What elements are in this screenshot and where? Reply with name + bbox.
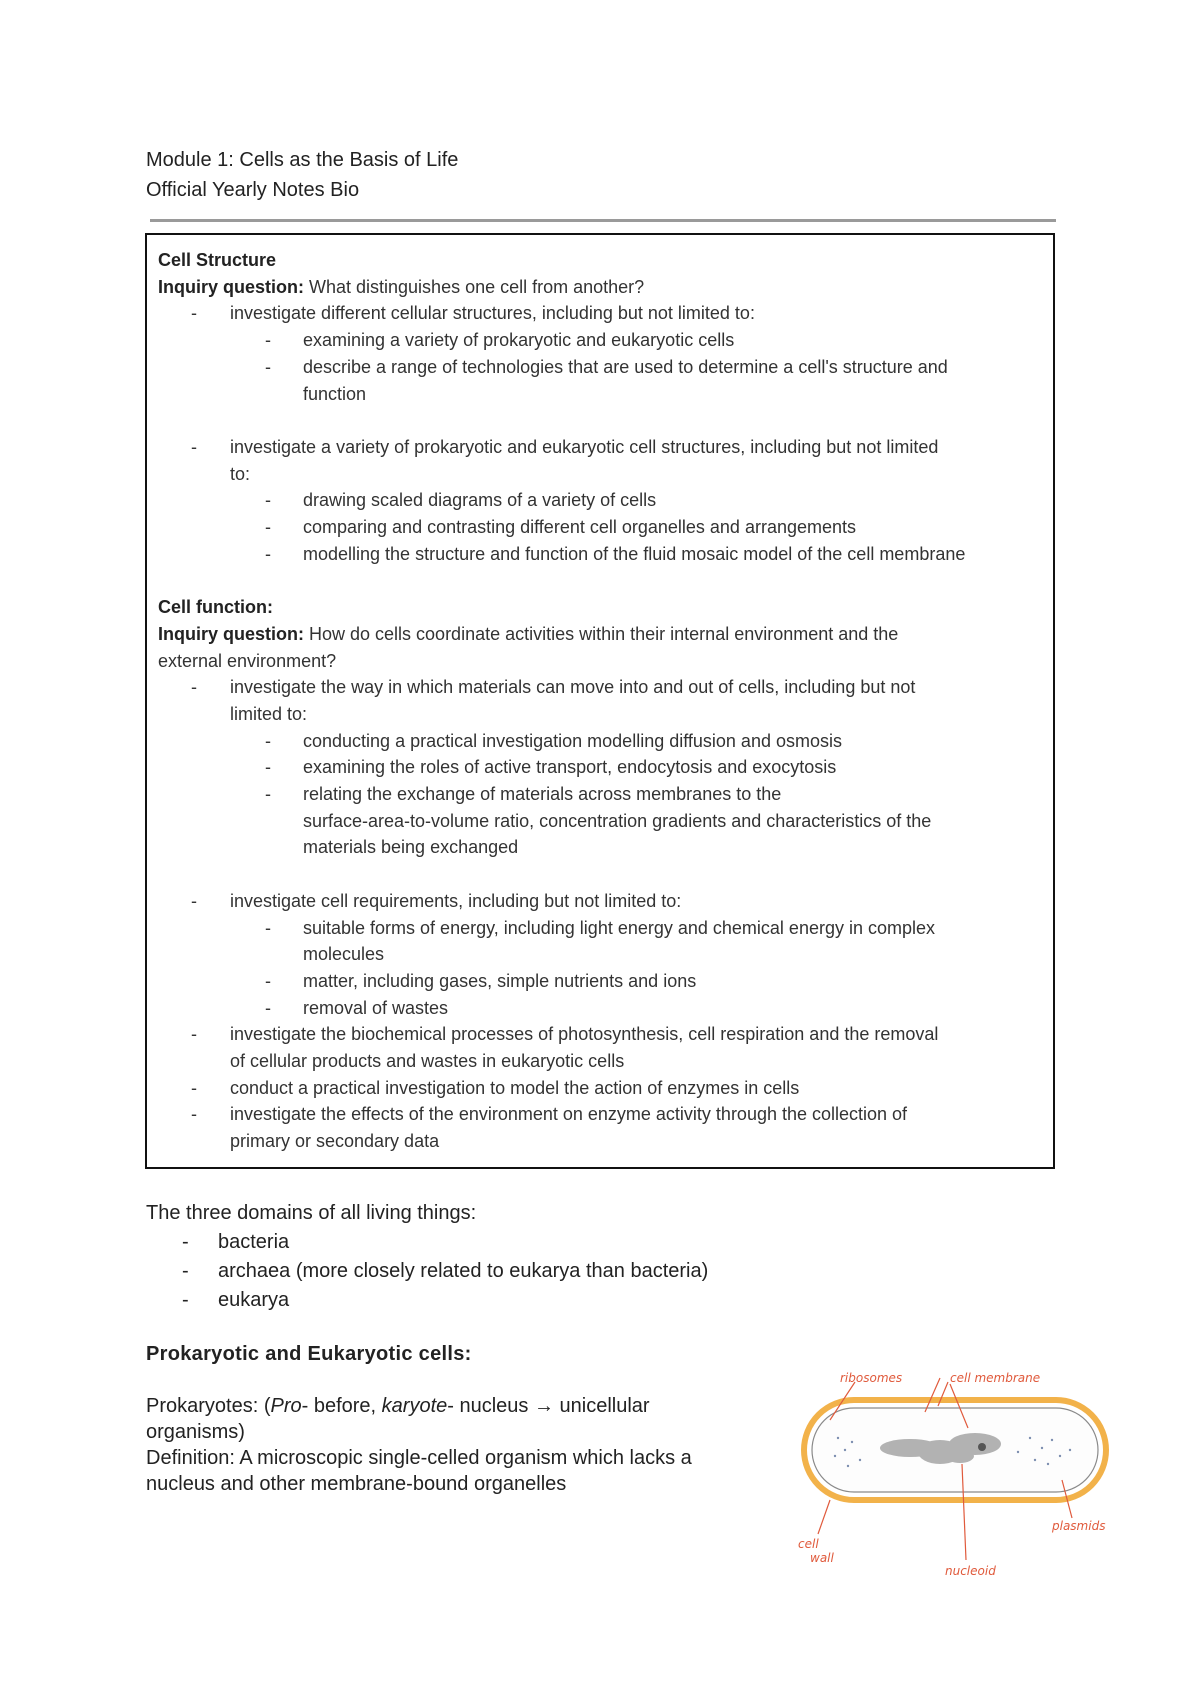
syllabus-point-continued: of cellular products and wastes in eukaryotic cells bbox=[230, 1051, 625, 1072]
syllabus-point bbox=[158, 888, 1053, 915]
cell-wall-label: cell bbox=[798, 1537, 819, 1551]
bullet-dash: - bbox=[191, 1104, 197, 1125]
cell-membrane-label: cell membrane bbox=[950, 1371, 1041, 1385]
point-text: investigate a variety of prokaryotic and eukaryotic cell structures, including but not limited bbox=[230, 436, 939, 457]
point-text: investigate the way in which materials can move into and out of cells, including but not bbox=[230, 677, 916, 698]
syllabus-subpoint bbox=[158, 781, 1053, 808]
bullet-dash: - bbox=[191, 1024, 197, 1045]
inquiry-text: How do cells coordinate activities within their internal environment and the bbox=[304, 623, 899, 644]
point-text: examining a variety of prokaryotic and eukaryotic cells bbox=[303, 330, 735, 351]
prokaryotes-line bbox=[146, 1393, 766, 1419]
syllabus-subpoint bbox=[158, 754, 1053, 781]
point-text: describe a range of technologies that are used to determine a cell's structure and bbox=[303, 356, 948, 377]
inquiry-question-1 bbox=[158, 274, 1053, 301]
bullet-dash: - bbox=[265, 784, 271, 805]
bullet-dash: - bbox=[265, 917, 271, 938]
domains-section bbox=[146, 1199, 708, 1315]
bullet-dash: - bbox=[265, 997, 271, 1018]
point-text: investigate different cellular structures, including but not limited to: bbox=[230, 303, 755, 324]
bullet-dash: - bbox=[191, 303, 197, 324]
bullet-dash: - bbox=[182, 1289, 189, 1311]
inquiry-text-continued: external environment? bbox=[158, 650, 337, 671]
syllabus-point bbox=[158, 300, 1053, 327]
section-title: Prokaryotic and Eukaryotic cells: bbox=[146, 1343, 472, 1365]
module-title: Module 1: Cells as the Basis of Life bbox=[146, 149, 459, 171]
document-subtitle: Official Yearly Notes Bio bbox=[146, 179, 360, 201]
list-item-text: bacteria bbox=[218, 1231, 290, 1253]
syllabus-point bbox=[158, 1075, 1053, 1102]
bullet-dash: - bbox=[265, 970, 271, 991]
bullet-dash: - bbox=[265, 330, 271, 351]
inquiry-question-2 bbox=[158, 621, 1053, 648]
syllabus-subpoint bbox=[158, 487, 1053, 514]
inquiry-label: Inquiry question: bbox=[158, 623, 304, 644]
list-item-text: archaea (more closely related to eukarya than bacteria) bbox=[218, 1260, 709, 1282]
syllabus-subpoint-continued: molecules bbox=[303, 944, 385, 965]
nucleoid-label: nucleoid bbox=[945, 1564, 996, 1578]
syllabus-point bbox=[158, 1101, 1053, 1128]
bullet-dash: - bbox=[191, 1077, 197, 1098]
bullet-dash: - bbox=[265, 517, 271, 538]
syllabus-subpoint-continued: function bbox=[303, 383, 367, 404]
syllabus-subpoint-continued: surface-area-to-volume ratio, concentration gradients and characteristics of the bbox=[303, 810, 932, 831]
syllabus-point-continued: limited to: bbox=[230, 703, 308, 724]
point-text: conduct a practical investigation to model the action of enzymes in cells bbox=[230, 1077, 800, 1098]
prok-pro: Pro bbox=[270, 1395, 302, 1417]
definition-line-2: nucleus and other membrane-bound organelles bbox=[146, 1473, 567, 1495]
syllabus-subpoint bbox=[158, 728, 1053, 755]
syllabus-box bbox=[145, 233, 1055, 1169]
bullet-dash: - bbox=[182, 1260, 189, 1282]
syllabus-point-continued: to: bbox=[230, 463, 251, 484]
prokaryote-cell-diagram bbox=[790, 1360, 1130, 1600]
point-text: investigate the biochemical processes of photosynthesis, cell respiration and the removal bbox=[230, 1024, 939, 1045]
syllabus-subpoint bbox=[158, 995, 1053, 1022]
cell-structure-heading: Cell Structure bbox=[158, 250, 277, 270]
point-text: investigate cell requirements, including but not limited to: bbox=[230, 890, 682, 911]
point-text: suitable forms of energy, including light energy and chemical energy in complex bbox=[303, 917, 936, 938]
prokaryotes-paragraph bbox=[146, 1393, 766, 1497]
inquiry-text: What distinguishes one cell from another? bbox=[304, 276, 645, 297]
prok-label: Prokaryotes: ( bbox=[146, 1395, 271, 1417]
syllabus-subpoint bbox=[158, 327, 1053, 354]
cell-function-heading: Cell function: bbox=[158, 597, 273, 618]
definition-line-1: Definition: A microscopic single-celled organism which lacks a bbox=[146, 1447, 692, 1469]
bullet-dash: - bbox=[265, 543, 271, 564]
list-item-text: eukarya bbox=[218, 1289, 290, 1311]
inquiry-label: Inquiry question: bbox=[158, 276, 304, 297]
prok-pro-rest: - before, bbox=[301, 1395, 382, 1417]
cell-wall-label-2: wall bbox=[810, 1551, 834, 1565]
nucleoid-dark-spot bbox=[978, 1443, 986, 1451]
point-text: removal of wastes bbox=[303, 997, 449, 1018]
point-text: comparing and contrasting different cell organelles and arrangements bbox=[303, 517, 856, 538]
domains-intro: The three domains of all living things: bbox=[146, 1202, 477, 1224]
syllabus-point bbox=[158, 434, 1053, 461]
bullet-dash: - bbox=[182, 1231, 189, 1253]
point-text: investigate the effects of the environment on enzyme activity through the collection of bbox=[230, 1104, 908, 1125]
bullet-dash: - bbox=[265, 757, 271, 778]
prok-karyote-rest: - nucleus → unicellular bbox=[447, 1395, 650, 1417]
syllabus-point bbox=[158, 674, 1053, 701]
bullet-dash: - bbox=[191, 890, 197, 911]
bullet-dash: - bbox=[265, 730, 271, 751]
point-text: conducting a practical investigation modelling diffusion and osmosis bbox=[303, 730, 842, 751]
syllabus-subpoint bbox=[158, 541, 1053, 568]
syllabus-subpoint bbox=[158, 354, 1053, 381]
horizontal-rule bbox=[150, 219, 1056, 222]
list-item bbox=[146, 1228, 708, 1257]
list-item bbox=[146, 1257, 708, 1286]
point-text: drawing scaled diagrams of a variety of cells bbox=[303, 490, 657, 511]
syllabus-point-continued: primary or secondary data bbox=[230, 1131, 440, 1152]
bullet-dash: - bbox=[265, 490, 271, 511]
plasmids-label: plasmids bbox=[1052, 1519, 1106, 1533]
point-text: modelling the structure and function of the fluid mosaic model of the cell membrane bbox=[303, 543, 966, 564]
syllabus-subpoint bbox=[158, 514, 1053, 541]
point-text: matter, including gases, simple nutrients and ions bbox=[303, 970, 697, 991]
prok-karyote: karyote bbox=[381, 1395, 448, 1417]
bullet-dash: - bbox=[191, 436, 197, 457]
syllabus-subpoint-continued: materials being exchanged bbox=[303, 837, 519, 858]
prokaryotes-line-2: organisms) bbox=[146, 1421, 245, 1443]
bullet-dash: - bbox=[191, 677, 197, 698]
document-header bbox=[146, 145, 458, 205]
point-text: relating the exchange of materials across membranes to the bbox=[303, 784, 782, 805]
bullet-dash: - bbox=[265, 356, 271, 377]
point-text: examining the roles of active transport, endocytosis and exocytosis bbox=[303, 757, 837, 778]
ribosomes-label: ribosomes bbox=[840, 1371, 903, 1385]
syllabus-subpoint bbox=[158, 915, 1053, 942]
syllabus-point bbox=[158, 1021, 1053, 1048]
syllabus-subpoint bbox=[158, 968, 1053, 995]
list-item bbox=[146, 1286, 708, 1315]
